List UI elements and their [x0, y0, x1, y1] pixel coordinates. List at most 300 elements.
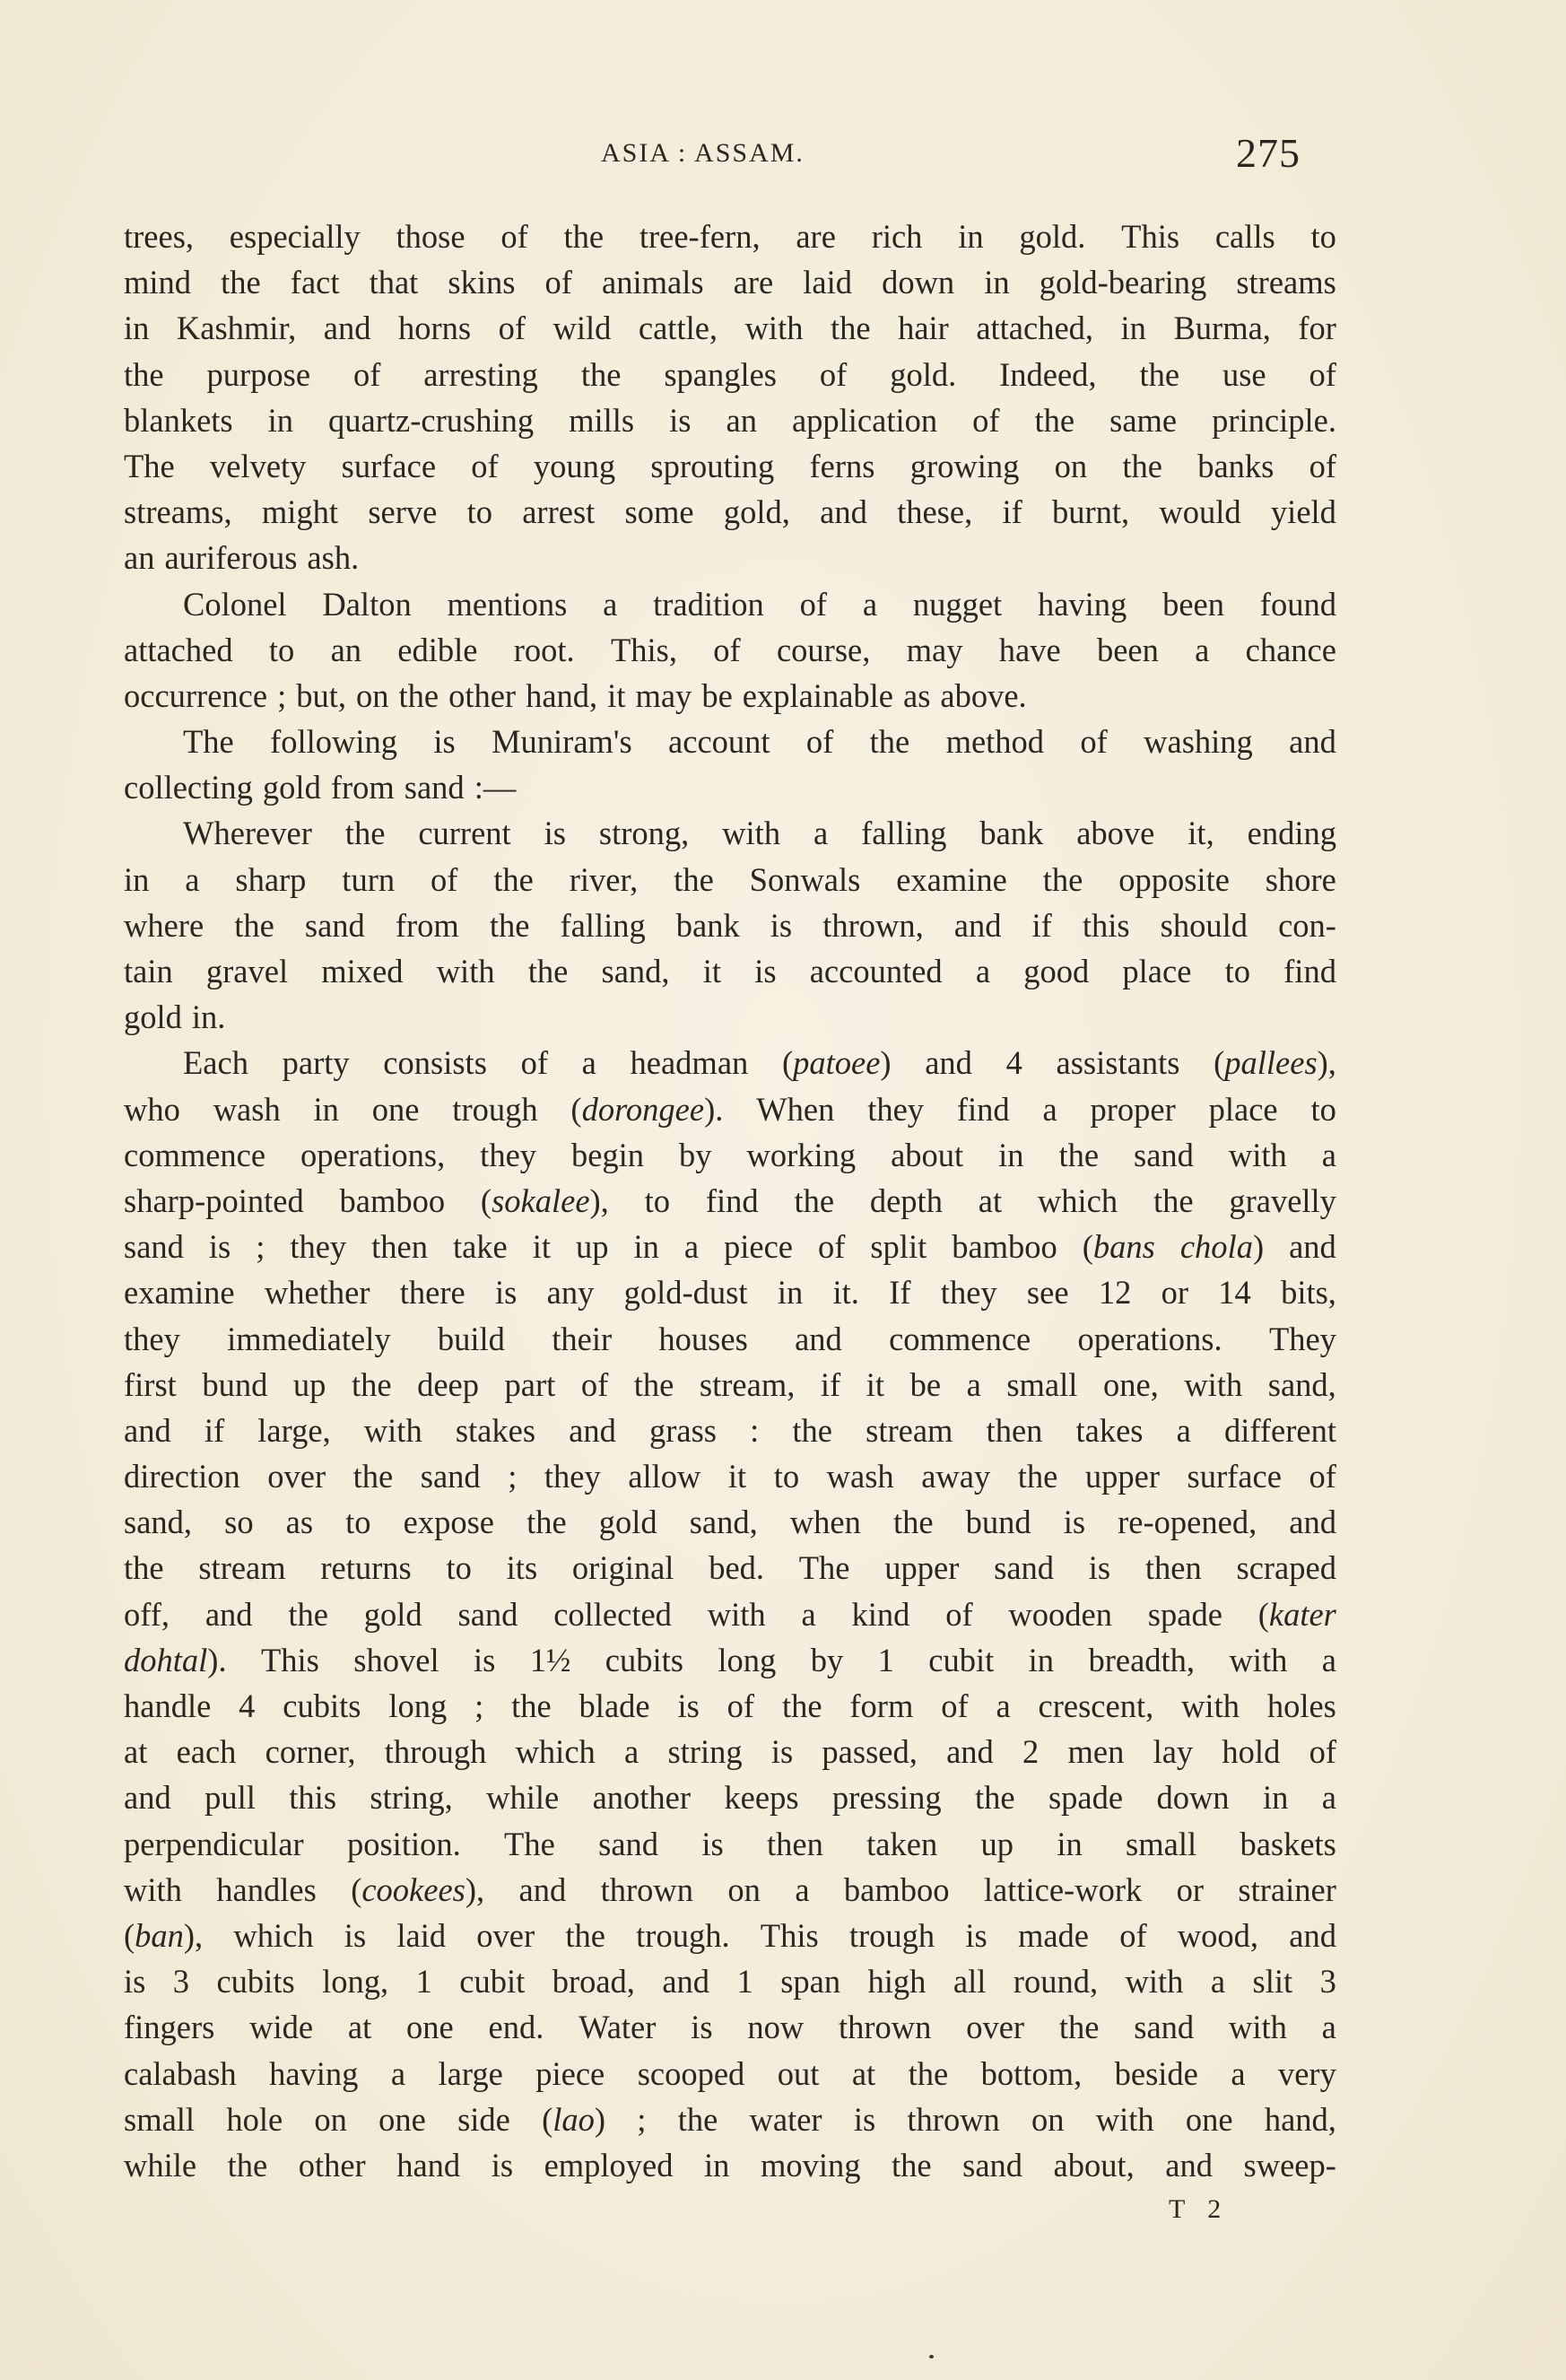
- word: spade: [1048, 1779, 1124, 1817]
- word: of: [500, 218, 528, 255]
- word: an: [330, 631, 362, 668]
- word: away: [921, 1458, 991, 1495]
- word: found: [1259, 585, 1336, 623]
- word: wide: [249, 2009, 314, 2046]
- word: is: [853, 2100, 876, 2138]
- text-line: [124, 1269, 1336, 1315]
- word: cubit: [928, 1641, 995, 1678]
- word: is: [701, 1825, 724, 1862]
- text-line: [124, 535, 1336, 580]
- word: then: [1144, 1549, 1202, 1587]
- word: in: [984, 264, 1010, 301]
- word: gravelly: [1229, 1181, 1336, 1219]
- word: a: [813, 815, 829, 852]
- word: position.: [346, 1825, 461, 1862]
- word: root.: [513, 631, 575, 668]
- word: yield: [1270, 493, 1336, 531]
- word: some: [624, 493, 694, 531]
- text-line: [124, 1086, 1336, 1132]
- word: piece: [535, 2054, 605, 2092]
- word: through: [384, 1733, 487, 1771]
- word: in: [998, 1136, 1024, 1173]
- word: in: [704, 2146, 730, 2184]
- word: blade: [579, 1687, 650, 1724]
- text-line: [124, 1545, 1336, 1591]
- word: ;: [637, 2100, 647, 2138]
- word: same: [1109, 401, 1178, 439]
- word: 1½: [529, 1641, 571, 1678]
- word: holes: [1266, 1687, 1336, 1724]
- word: bamboo: [339, 1181, 446, 1219]
- word: other: [298, 2146, 366, 2184]
- word: 3: [1319, 1963, 1336, 2001]
- word: method: [945, 723, 1045, 761]
- word: employed: [544, 2146, 674, 2184]
- word: bamboo: [952, 1228, 1057, 1266]
- word: while: [486, 1779, 560, 1817]
- word: the: [974, 1779, 1015, 1817]
- word: shovel: [353, 1641, 439, 1678]
- word: sand: [962, 2146, 1023, 2184]
- word: a: [966, 1365, 981, 1403]
- word: attached,: [976, 309, 1094, 347]
- word: to: [446, 1549, 472, 1587]
- word: that: [369, 264, 419, 301]
- word: the: [792, 1411, 832, 1449]
- word: is: [691, 2009, 713, 2046]
- word: trough.: [636, 1916, 730, 1954]
- word: at: [347, 2009, 372, 2046]
- word: hand,: [1264, 2100, 1336, 2138]
- word: gold.: [890, 355, 957, 393]
- page-number: 275: [1236, 130, 1301, 176]
- word: 1: [415, 1963, 432, 2001]
- word: with: [124, 1870, 182, 1908]
- word: passed,: [822, 1733, 918, 1771]
- word: and: [820, 493, 867, 531]
- word: the: [1042, 860, 1083, 898]
- word: cattle,: [638, 309, 718, 347]
- text-line: [124, 2097, 1336, 2142]
- word: arresting: [423, 355, 538, 393]
- word: they: [940, 1274, 997, 1312]
- word: this: [1082, 906, 1130, 944]
- italic-term: pallees: [1224, 1044, 1318, 1082]
- word: tain: [124, 953, 173, 989]
- text-line: [124, 259, 1336, 305]
- word: gold: [262, 769, 321, 806]
- word: gold,: [723, 493, 790, 531]
- word: deep: [417, 1365, 479, 1403]
- word: keeps: [724, 1779, 799, 1817]
- word: party: [282, 1044, 350, 1082]
- word: a: [1321, 1779, 1336, 1817]
- word: (ban),: [124, 1913, 203, 1958]
- word: gold-bearing: [1039, 264, 1207, 301]
- text-line: [124, 2142, 1336, 2188]
- word: above.: [940, 676, 1027, 714]
- word: returns: [320, 1549, 412, 1587]
- word: Kashmir,: [176, 309, 297, 347]
- word: as: [285, 1504, 314, 1541]
- word: first: [124, 1365, 177, 1403]
- word: who: [124, 1090, 180, 1128]
- word: sand: [124, 1228, 184, 1266]
- word: Wherever: [183, 815, 312, 852]
- word: sweep-: [1243, 2146, 1336, 2184]
- word: with: [436, 953, 495, 989]
- italic-term: bans: [1092, 1228, 1155, 1266]
- word: cubits: [216, 1963, 295, 2001]
- word: if: [1031, 906, 1052, 944]
- word: to: [1310, 1090, 1336, 1128]
- word: small: [124, 2100, 196, 2138]
- word: (lao): [542, 2097, 605, 2142]
- word: is: [1063, 1504, 1086, 1541]
- word: Muniram's: [492, 723, 632, 761]
- italic-term: chola: [1179, 1228, 1253, 1266]
- word: over: [476, 1916, 535, 1954]
- word: if: [1002, 493, 1022, 531]
- word: The: [798, 1549, 850, 1587]
- word: at: [978, 1181, 1003, 1219]
- word: a: [1321, 2009, 1336, 2046]
- word: sand: [1134, 2009, 1195, 2046]
- word: laid: [396, 1916, 447, 1954]
- word: broad,: [552, 1963, 635, 2001]
- word: baskets: [1240, 1825, 1336, 1862]
- word: split: [870, 1228, 927, 1266]
- word: down: [882, 264, 955, 301]
- word: a: [185, 860, 200, 898]
- word: a: [603, 585, 618, 623]
- word: high: [867, 1963, 927, 2001]
- word: Colonel: [183, 585, 287, 623]
- word: the: [1017, 1458, 1058, 1495]
- word: mixed: [321, 953, 404, 989]
- word: streams: [1236, 264, 1336, 301]
- word: piece: [724, 1228, 793, 1266]
- word: of: [1080, 723, 1108, 761]
- word: kind: [851, 1595, 910, 1633]
- word: mind: [124, 264, 192, 301]
- word: is: [124, 1963, 146, 2001]
- word: falling: [560, 906, 646, 944]
- word: see: [1026, 1274, 1069, 1312]
- word: use: [1222, 355, 1266, 393]
- word: fingers: [124, 2009, 215, 2046]
- word: very: [1277, 2054, 1336, 2092]
- word: current: [418, 815, 511, 852]
- word: the: [1139, 355, 1180, 393]
- word: laid: [803, 264, 852, 301]
- word: of: [352, 355, 381, 393]
- word: should: [1160, 906, 1248, 944]
- word: hold: [1222, 1733, 1281, 1771]
- word: on: [1031, 2100, 1065, 2138]
- word: long: [718, 1641, 777, 1678]
- word: the: [489, 906, 530, 944]
- word: begin: [570, 1136, 645, 1173]
- word: and: [1289, 1504, 1336, 1541]
- word: hole: [226, 2100, 283, 2138]
- word: from: [330, 769, 395, 806]
- word: with: [1229, 1641, 1288, 1678]
- word: of: [430, 860, 458, 898]
- word: when: [789, 1504, 861, 1541]
- word: is: [754, 953, 777, 989]
- word: then: [371, 1228, 428, 1266]
- text-line: [124, 764, 1336, 810]
- word: there: [399, 1274, 465, 1312]
- word: the: [674, 860, 714, 898]
- word: streams,: [124, 493, 232, 531]
- word: in: [777, 1274, 804, 1312]
- word: sprouting: [650, 447, 775, 484]
- word: small: [1126, 1825, 1197, 1862]
- word: 14: [1218, 1274, 1251, 1312]
- word: thrown: [907, 2100, 1000, 2138]
- word: made: [1017, 1916, 1089, 1954]
- word: and: [953, 906, 1002, 944]
- word: banks: [1197, 447, 1275, 484]
- word: accounted: [809, 953, 943, 989]
- word: The: [124, 447, 175, 484]
- word: if: [820, 1365, 841, 1403]
- word: would: [1159, 493, 1241, 531]
- word: Water: [579, 2009, 657, 2046]
- word: (kater: [1258, 1591, 1336, 1637]
- word: the: [1153, 1181, 1194, 1219]
- word: (patoee): [782, 1040, 892, 1085]
- word: of: [1309, 447, 1336, 484]
- word: the: [124, 1549, 164, 1587]
- running-title: ASIA : ASSAM.: [601, 138, 805, 168]
- word: takes: [1075, 1411, 1144, 1449]
- word: by: [679, 1136, 712, 1173]
- word: with: [1125, 1963, 1184, 2001]
- text-line: [124, 1453, 1336, 1499]
- word: spangles: [664, 355, 778, 393]
- text-line: [124, 305, 1336, 351]
- word: proper: [1090, 1090, 1176, 1128]
- word: a: [862, 585, 878, 623]
- word: find: [1283, 953, 1336, 989]
- word: grass: [648, 1411, 717, 1449]
- word: arrest: [522, 493, 596, 531]
- word: above: [1076, 815, 1155, 852]
- text-line: [124, 1224, 1336, 1269]
- word: about: [891, 1136, 964, 1173]
- word: this: [289, 1779, 337, 1817]
- word: This: [1121, 218, 1180, 255]
- word: gravel: [205, 953, 289, 989]
- text-line: [124, 397, 1336, 443]
- word: and: [323, 309, 371, 347]
- word: con-: [1278, 906, 1336, 944]
- word: is: [344, 1916, 367, 1954]
- word: falling: [861, 815, 947, 852]
- text-line: [124, 2004, 1336, 2050]
- word: gold-dust: [623, 1274, 748, 1312]
- word: 4: [239, 1687, 256, 1724]
- word: with: [1184, 1365, 1243, 1403]
- word: up: [980, 1825, 1014, 1862]
- word: (dorongee).: [570, 1086, 723, 1132]
- text-line: [124, 1132, 1336, 1178]
- body-text: [124, 214, 1336, 2188]
- word: purpose: [206, 355, 311, 393]
- word: 2: [1022, 1733, 1040, 1771]
- word: on: [1054, 447, 1088, 484]
- word: animals: [602, 264, 704, 301]
- word: (pallees),: [1214, 1040, 1336, 1085]
- word: on: [356, 676, 389, 714]
- word: a: [996, 1687, 1011, 1724]
- italic-term: ban: [135, 1916, 184, 1954]
- word: burnt,: [1052, 493, 1130, 531]
- word: growing: [909, 447, 1020, 484]
- word: with: [1181, 1687, 1240, 1724]
- text-line: [124, 581, 1336, 627]
- word: especially: [229, 218, 361, 255]
- word: to: [1310, 218, 1336, 255]
- word: skins: [448, 264, 516, 301]
- word: the: [124, 355, 164, 393]
- word: having: [269, 2054, 359, 2092]
- word: upper: [884, 1549, 960, 1587]
- word: the: [563, 218, 605, 255]
- word: bits,: [1281, 1274, 1336, 1312]
- word: bed.: [709, 1549, 765, 1587]
- word: assistants: [1056, 1044, 1180, 1082]
- word: horns: [397, 309, 472, 347]
- word: in: [958, 218, 984, 255]
- word: cubits: [605, 1641, 683, 1678]
- word: the: [869, 723, 910, 761]
- word: sand: [457, 1595, 518, 1633]
- italic-term: kater: [1268, 1595, 1336, 1633]
- word: in: [1057, 1825, 1083, 1862]
- word: of: [1309, 1458, 1336, 1495]
- word: those: [396, 218, 465, 255]
- word: stream: [198, 1549, 286, 1587]
- word: washing: [1144, 723, 1253, 761]
- word: Sonwals: [749, 860, 861, 898]
- word: shore: [1265, 860, 1336, 898]
- word: and: [1289, 723, 1336, 761]
- word: upper: [1084, 1458, 1160, 1495]
- word: with: [1095, 2100, 1154, 2138]
- word: re-opened,: [1118, 1504, 1257, 1541]
- word: The: [504, 1825, 555, 1862]
- word: of: [799, 585, 828, 623]
- word: sand: [1134, 1136, 1194, 1173]
- word: up: [575, 1228, 609, 1266]
- word: trough: [848, 1916, 935, 1954]
- word: bottom,: [980, 2054, 1083, 2092]
- word: They: [1268, 1320, 1336, 1357]
- word: serve: [368, 493, 438, 531]
- word: having: [1037, 585, 1127, 623]
- word: find: [956, 1090, 1010, 1128]
- text-line: [124, 1821, 1336, 1867]
- word: sand: [994, 1549, 1055, 1587]
- word: spade: [1147, 1595, 1222, 1633]
- word: and: [1289, 1228, 1336, 1266]
- word: then: [767, 1825, 823, 1862]
- word: sharp-pointed: [124, 1181, 304, 1219]
- word: and: [925, 1044, 972, 1082]
- word: chance: [1245, 631, 1336, 668]
- word: to: [466, 493, 492, 531]
- paragraph: [124, 1040, 1336, 2188]
- word: place: [1122, 953, 1192, 989]
- word: nugget: [912, 585, 1003, 623]
- word: examine: [124, 1274, 235, 1312]
- text-line: [124, 214, 1336, 259]
- word: 1: [736, 1963, 753, 2001]
- word: ferns: [809, 447, 875, 484]
- word: scooped: [637, 2054, 745, 2092]
- word: stream: [866, 1411, 953, 1449]
- word: about,: [1053, 2146, 1135, 2184]
- word: so: [224, 1504, 254, 1541]
- word: over: [267, 1458, 326, 1495]
- word: the: [288, 1595, 328, 1633]
- word: edible: [397, 631, 478, 668]
- word: stakes: [455, 1411, 536, 1449]
- word: calabash: [124, 2054, 237, 2092]
- word: direction: [124, 1458, 240, 1495]
- word: large,: [257, 1411, 331, 1449]
- word: the: [1034, 401, 1075, 439]
- word: long,: [322, 1963, 389, 2001]
- text-line: [124, 857, 1336, 902]
- word: a: [390, 2054, 406, 2092]
- word: as: [903, 676, 931, 714]
- word: When: [756, 1090, 835, 1128]
- word: of: [1309, 1733, 1336, 1771]
- word: lay: [1153, 1733, 1194, 1771]
- word: account: [668, 723, 770, 761]
- word: expose: [403, 1504, 494, 1541]
- text-line: [124, 1913, 1336, 1958]
- word: original: [571, 1549, 674, 1587]
- word: out: [777, 2054, 820, 2092]
- word: is: [495, 1274, 518, 1312]
- word: a: [975, 953, 991, 989]
- ink-fleck: [929, 2355, 934, 2358]
- word: of: [498, 309, 526, 347]
- text-line: [124, 1867, 1336, 1913]
- word: is: [770, 1733, 794, 1771]
- word: stream,: [699, 1365, 796, 1403]
- word: to: [345, 1504, 371, 1541]
- word: small: [1006, 1365, 1078, 1403]
- italic-term: lao: [552, 2100, 595, 2138]
- word: commence: [889, 1320, 1031, 1357]
- word: they: [290, 1228, 347, 1266]
- word: bund: [202, 1365, 268, 1403]
- italic-term: cookees: [361, 1870, 465, 1908]
- word: course,: [776, 631, 871, 668]
- word: ash.: [307, 539, 360, 577]
- word: thrown: [600, 1870, 694, 1908]
- word: the: [565, 1916, 605, 1954]
- word: corner,: [265, 1733, 356, 1771]
- word: or: [1161, 1274, 1188, 1312]
